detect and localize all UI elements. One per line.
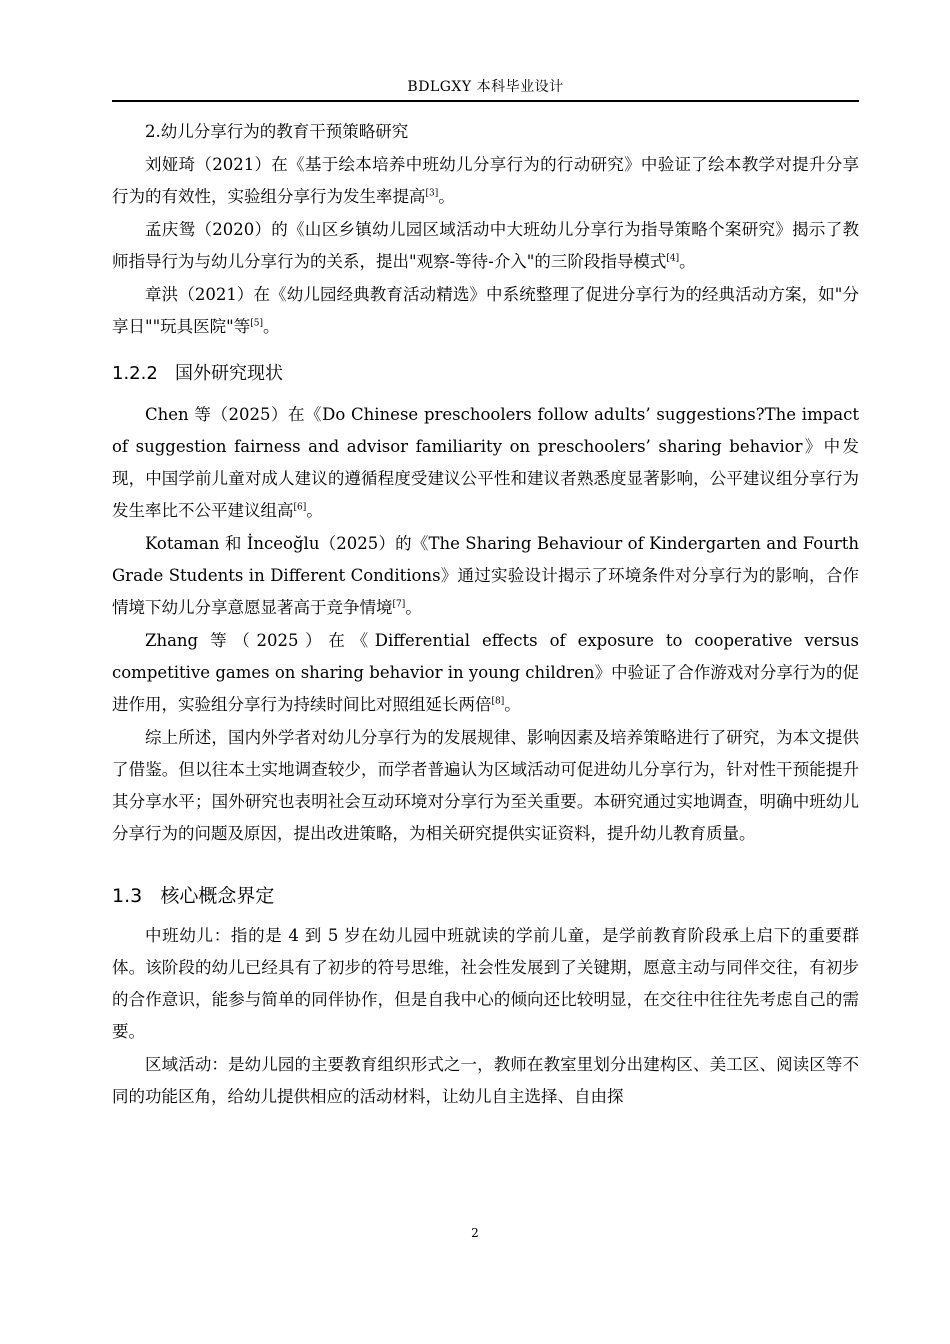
paragraph-text: 刘娅琦（2021）在《基于绘本培养中班幼儿分享行为的行动研究》中验证了绘本教学对提升分享行为的有效性，实验组分享行为发生率提高 bbox=[112, 155, 859, 206]
paragraph-text: Kotaman 和 İnceoğlu（2025）的《The Sharing Behaviour of Kindergarten and Fourth Grade Students in Different Conditions》通过实验设计揭示了环境条件对分享行为的影响，合作情境下幼儿分享意愿显著高于竞争情境 bbox=[112, 534, 859, 617]
citation: [3] bbox=[425, 188, 439, 199]
punctuation: 。 bbox=[504, 695, 521, 714]
paragraph-text: 2.幼儿分享行为的教育干预策略研究 bbox=[145, 122, 409, 141]
paragraph-text: 综上所述，国内外学者对幼儿分享行为的发展规律、影响因素及培养策略进行了研究，为本文提供了借鉴。但以往本土实地调查较少，而学者普遍认为区域活动可促进幼儿分享行为，针对性干预能提升其分享水平；国外研究也表明社会互动环境对分享行为至关重要。本研究通过实地调查，明确中班幼儿分享行为的问题及原因，提出改进策略，为相关研究提供实证资料，提升幼儿教育质量。 bbox=[112, 728, 859, 843]
section-title: 核心概念界定 bbox=[160, 885, 275, 907]
punctuation: 。 bbox=[438, 187, 455, 206]
section-heading bbox=[112, 359, 859, 389]
section-title: 国外研究现状 bbox=[174, 363, 283, 384]
section-number: 1.2.2 bbox=[112, 363, 158, 384]
paragraph-text: 章洪（2021）在《幼儿园经典教育活动精选》中系统整理了促进分享行为的经典活动方案，如"分享日""玩具医院"等 bbox=[112, 285, 859, 336]
paragraph bbox=[112, 722, 859, 850]
paragraph bbox=[112, 920, 859, 1048]
page-number: 2 bbox=[471, 1226, 479, 1240]
page-header: BDLGXY 本科毕业设计 bbox=[407, 79, 564, 95]
paragraph-text: 中班幼儿：指的是 4 到 5 岁在幼儿园中班就读的学前儿童，是学前教育阶段承上启下的重要群体。该阶段的幼儿已经具有了初步的符号思维，社会性发展到了关键期，愿意主动与同伴交往，有初步的合作意识，能参与简单的同伴协作，但是自我中心的倾向还比较明显，在交往中往往先考虑自己的需要。 bbox=[112, 926, 859, 1041]
paragraph-text: Zhang 等（2025）在《Differential effects of exposure to cooperative versus competitive games on sharing behavior in young children》中验证了合作游戏对分享行为的促进作用，实验组分享行为持续时间比对照组延长两倍 bbox=[112, 631, 859, 714]
punctuation: 。 bbox=[679, 252, 696, 271]
punctuation: 。 bbox=[405, 598, 422, 617]
paragraph bbox=[112, 149, 859, 213]
paragraph-text: 区域活动：是幼儿园的主要教育组织形式之一，教师在教室里划分出建构区、美工区、阅读区等不同的功能区角，给幼儿提供相应的活动材料，让幼儿自主选择、自由探 bbox=[112, 1055, 859, 1106]
paragraph bbox=[112, 1049, 859, 1113]
paragraph bbox=[112, 528, 859, 624]
paragraph bbox=[112, 399, 859, 527]
page-body bbox=[112, 116, 859, 1114]
citation: [8] bbox=[491, 696, 505, 707]
section-number: 1.3 bbox=[112, 885, 143, 907]
punctuation: 。 bbox=[263, 317, 280, 336]
paragraph bbox=[112, 214, 859, 278]
punctuation: 。 bbox=[306, 501, 323, 520]
citation: [7] bbox=[392, 599, 406, 610]
paragraph bbox=[112, 279, 859, 343]
citation: [5] bbox=[250, 318, 264, 329]
section-heading bbox=[112, 880, 859, 912]
citation: [6] bbox=[293, 502, 307, 513]
header-rule bbox=[112, 100, 859, 102]
paragraph bbox=[112, 625, 859, 721]
citation: [4] bbox=[666, 253, 680, 264]
paragraph-subtitle bbox=[112, 116, 859, 148]
paragraph-text: Chen 等（2025）在《Do Chinese preschoolers follow adults’ suggestions?The impact of suggestion fairness and advisor familiarity on preschoolers’ sharing behavior》中发现，中国学前儿童对成人建议的遵循程度受建议公平性和建议者熟悉度显著影响，公平建议组分享行为发生率比不公平建议组高 bbox=[112, 405, 859, 520]
paragraph-text: 孟庆鸳（2020）的《山区乡镇幼儿园区域活动中大班幼儿分享行为指导策略个案研究》揭示了教师指导行为与幼儿分享行为的关系，提出"观察-等待-介入"的三阶段指导模式 bbox=[112, 220, 859, 271]
